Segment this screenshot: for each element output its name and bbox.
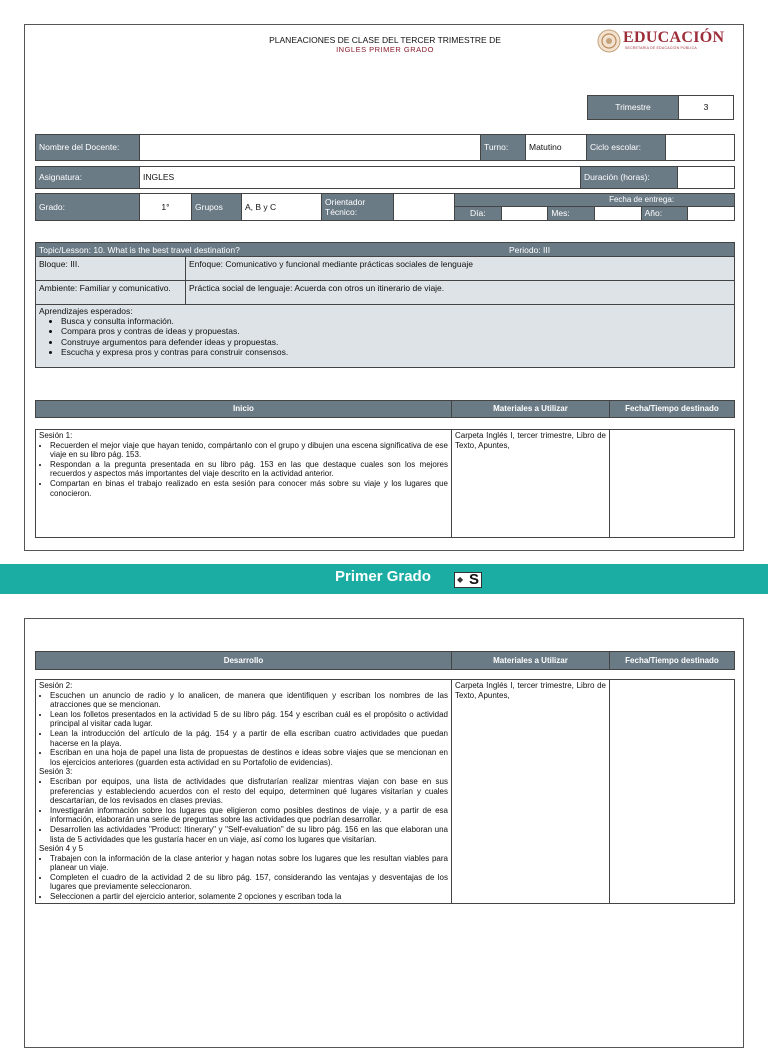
trimestre-value: 3 xyxy=(679,96,734,120)
page-2 xyxy=(24,618,744,1048)
grado-field[interactable]: 1° xyxy=(140,194,192,221)
nombre-field[interactable] xyxy=(140,135,481,161)
practica-text: Práctica social de lenguaje: Acuerda con otros un itinerario de viaje. xyxy=(189,283,445,293)
orientador-field[interactable] xyxy=(394,194,455,221)
inicio-materiales: Carpeta Inglés I, tercer trimestre, Libro de Texto, Apuntes, xyxy=(452,430,610,538)
list-item: • Desarrollen las actividades "Product: Itinerary" y "Self-evaluation" de su libro pág. 156 en las que elaboran una lista de 5 actividades que les gustaría hacer en un viaje, así como los lugares que visitarían. xyxy=(50,825,448,844)
turno-field[interactable]: Matutino xyxy=(526,135,587,161)
grado-row xyxy=(35,193,735,221)
document-subtitle: INGLES PRIMER GRADO xyxy=(336,45,434,54)
inicio-content xyxy=(36,430,452,538)
desarrollo-materiales: Carpeta Inglés I, tercer trimestre, Libro de Texto, Apuntes, xyxy=(452,680,610,904)
grado-label: Grado: xyxy=(36,194,140,221)
ciclo-field[interactable] xyxy=(666,135,735,161)
asignatura-label: Asignatura: xyxy=(36,167,140,189)
desarrollo-fecha-field[interactable] xyxy=(610,680,735,904)
list-item: • Completen el cuadro de la actividad 2 de su libro pág. 157, considerando las ventajas y desventajas de los lugares que previamente seleccionaron. xyxy=(50,873,448,892)
seal-icon xyxy=(597,29,621,53)
inicio-table xyxy=(35,400,735,538)
session-3-label: Sesión 3: xyxy=(39,767,73,777)
session-1-label: Sesión 1: xyxy=(39,431,73,440)
asignatura-field[interactable]: INGLES xyxy=(140,167,581,189)
bloque-text: Bloque: III. xyxy=(36,257,186,280)
list-item: • Respondan a la pregunta presentada en su libro pág. 153 en las que destaque cuales son los mejores recuerdos y aspectos más importantes del viaje descrito en la actividad anterior. xyxy=(50,460,448,479)
desarrollo-content xyxy=(36,680,452,904)
list-item: • Busca y consulta información. xyxy=(61,316,731,326)
list-item: • Lean la introducción del artículo de la pág. 154 y a partir de ella escriban cuatro actividades que puedan hacerse en la playa. xyxy=(50,729,448,748)
brand-logo-icon: ◆ S xyxy=(454,572,482,588)
aprendizajes-title: Aprendizajes esperados: xyxy=(39,306,133,316)
periodo-text: Periodo: III xyxy=(509,244,551,255)
list-item: • Construye argumentos para defender ideas y propuestas. xyxy=(61,337,731,347)
fecha-tiempo-heading: Fecha/Tiempo destinado xyxy=(610,652,735,670)
page-1 xyxy=(24,24,744,551)
asignatura-row xyxy=(35,166,735,189)
footer-banner xyxy=(0,564,768,594)
grupos-field[interactable]: A, B y C xyxy=(242,194,322,221)
list-item: • Escucha y expresa pros y contras para construir consensos. xyxy=(61,347,731,357)
lesson-info xyxy=(35,242,735,368)
duracion-field[interactable] xyxy=(678,167,735,189)
list-item: • Escriban en una hoja de papel una lista de propuestas de destinos e ideas sobre viajes que se mencionan en los ejercicios anteriores (guarden esta actividad en su Portafolio de evidencias). xyxy=(50,748,448,767)
trimestre-label: Trimestre xyxy=(588,96,679,120)
topic-text: Topic/Lesson: 10. What is the best travel destination? xyxy=(39,244,240,255)
desarrollo-heading: Desarrollo xyxy=(36,652,452,670)
list-item: • Compartan en binas el trabajo realizado en esta sesión para conocer más sobre su viaje y los lugares que conocieron. xyxy=(50,479,448,498)
orientador-label: Orientador Técnico: xyxy=(322,194,394,221)
list-item: • Lean los folletos presentados en la actividad 5 de su libro pág. 154 y escriban cuál es el propósito o actividad principal al visitar cada lugar. xyxy=(50,710,448,729)
session-4-5-label: Sesión 4 y 5 xyxy=(39,844,84,854)
list-item: • Investigarán información sobre los lugares que eligieron como posibles destinos de viaje, y a partir de esa información, elaborarán una serie de preguntas sobre las actividades que podrían desarrollar. xyxy=(50,806,448,825)
list-item: • Seleccionen a partir del ejercicio anterior, solamente 2 opciones y escriban toda la xyxy=(50,892,448,902)
trimestre-table xyxy=(587,95,734,120)
nombre-row xyxy=(35,134,735,161)
inicio-fecha-field[interactable] xyxy=(610,430,735,538)
materiales-heading: Materiales a Utilizar xyxy=(452,652,610,670)
banner-text: Primer Grado xyxy=(335,568,431,585)
mes-field[interactable] xyxy=(594,207,641,221)
ambiente-text: Ambiente: Familiar y comunicativo. xyxy=(36,281,186,304)
enfoque-text: Enfoque: Comunicativo y funcional mediante prácticas sociales de lenguaje xyxy=(189,259,473,269)
list-item: • Escuchen un anuncio de radio y lo analicen, de manera que identifiquen y escriban los nombres de las atracciones que se mencionan. xyxy=(50,691,448,710)
aprendizajes-block xyxy=(36,305,734,367)
document-title: PLANEACIONES DE CLASE DEL TERCER TRIMESTRE DE xyxy=(269,35,501,45)
nombre-label: Nombre del Docente: xyxy=(36,135,140,161)
materiales-heading: Materiales a Utilizar xyxy=(452,401,610,418)
inicio-heading: Inicio xyxy=(36,401,452,418)
anio-field[interactable] xyxy=(688,207,735,221)
grupos-label: Grupos xyxy=(192,194,242,221)
list-item: • Trabajen con la información de la clase anterior y hagan notas sobre los lugares que les resultan viables para planear un viaje. xyxy=(50,854,448,873)
fecha-tiempo-heading: Fecha/Tiempo destinado xyxy=(610,401,735,418)
ciclo-label: Ciclo escolar: xyxy=(587,135,666,161)
anio-label: Año: xyxy=(641,207,688,221)
dia-label: Día: xyxy=(455,207,502,221)
duracion-label: Duración (horas): xyxy=(581,167,678,189)
list-item: • Compara pros y contras de ideas y propuestas. xyxy=(61,326,731,336)
dia-field[interactable] xyxy=(501,207,548,221)
turno-label: Turno: xyxy=(481,135,526,161)
fecha-entrega-label: Fecha de entrega: xyxy=(455,194,735,207)
session-2-label: Sesión 2: xyxy=(39,681,73,690)
mes-label: Mes: xyxy=(548,207,595,221)
list-item: • Recuerden el mejor viaje que hayan tenido, compártanlo con el grupo y dibujen una escena significativa de ese viaje en su libro pág. 153. xyxy=(50,441,448,460)
educacion-logo: EDUCACIÓN SECRETARÍA DE EDUCACIÓN PÚBLICA xyxy=(595,27,725,55)
list-item: • Escriban por equipos, una lista de actividades que disfrutarían realizar mientras viajan con base en sus preferencias y estableciendo acuerdos con el resto del equipo, determinen qué lugares visitarían y cuales descartarían, de los revisados en clases previas. xyxy=(50,777,448,806)
topic-bar xyxy=(36,243,734,256)
desarrollo-table xyxy=(35,651,735,904)
